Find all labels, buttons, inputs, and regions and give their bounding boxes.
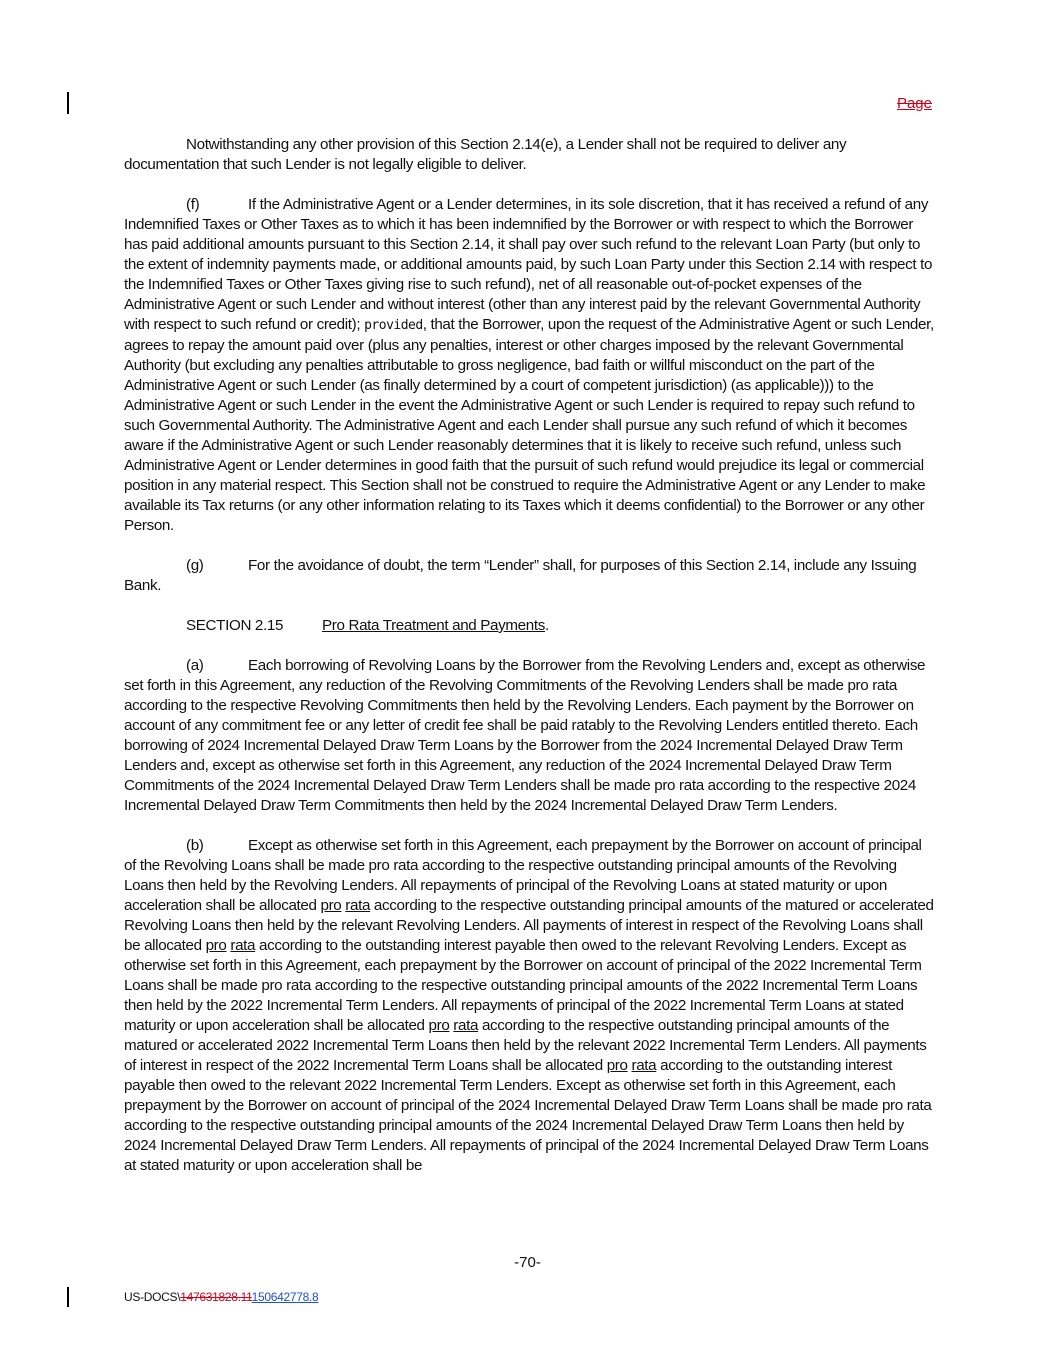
paragraph-g: (g) For the avoidance of doubt, the term “Lender” shall, for purposes of this Section 2.14, include any Issuing Bank.: [124, 557, 917, 594]
paragraph-e-continuation: Notwithstanding any other provision of this Section 2.14(e), a Lender shall not be required to deliver any documentation that such Lender is not legally eligible to deliver.: [124, 136, 847, 173]
section-number: SECTION 2.15: [186, 617, 284, 634]
document-body: [124, 135, 934, 1196]
provided-term: provided: [364, 318, 423, 333]
doc-id-deleted: 147631828.11: [180, 1290, 252, 1304]
doc-id-inserted: 150642778.8: [251, 1290, 319, 1304]
paragraph-f-label: (f): [186, 196, 200, 213]
paragraph-b: (b) Except as otherwise set forth in this Agreement, each prepayment by the Borrower on account of principal of the Revolving Loans shall be made pro rata according to the respective outstanding principal amounts of the Revolving Loans then held by the Revolving Lenders. All repayments of principal of the Revolving Loans at stated maturity or upon acceleration shall be allocated pro rata according to the respective outstanding principal amounts of the matured or accelerated Revolving Loans then held by the relevant Revolving Lenders. All payments of interest in respect of the Revolving Loans shall be allocated pro rata according to the outstanding interest payable then owed to the relevant Revolving Lenders. Except as otherwise set forth in this Agreement, each prepayment by the Borrower on account of principal of the 2022 Incremental Term Loans shall be made pro rata according to the respective outstanding principal amounts of the 2022 Incremental Term Loans then held by the 2022 Incremental Term Lenders. All repayments of principal of the 2022 Incremental Term Loans at stated maturity or upon acceleration shall be allocated pro rata according to the respective outstanding principal amounts of the matured or accelerated 2022 Incremental Term Loans then held by the relevant 2022 Incremental Term Lenders. All payments of interest in respect of the 2022 Incremental Term Loans shall be allocated pro rata according to the outstanding interest payable then owed to the relevant 2022 Incremental Term Lenders. Except as otherwise set forth in this Agreement, each prepayment by the Borrower on account of principal of the 2024 Incremental Delayed Draw Term Loans shall be made pro rata according to the respective outstanding principal amounts of the 2024 Incremental Delayed Draw Term Loans then held by 2024 Incremental Delayed Draw Term Lenders. All repayments of principal of the 2024 Incremental Delayed Draw Term Loans at stated maturity or upon acceleration shall be: [124, 837, 934, 1174]
section-heading: SECTION 2.15 Pro Rata Treatment and Payments.: [186, 617, 549, 634]
header-page-label: Page: [896, 95, 932, 112]
paragraph-b-label: (b): [186, 837, 204, 854]
change-bar-bottom: [67, 1287, 69, 1307]
section-title: Pro Rata Treatment and Payments: [322, 617, 545, 634]
paragraph-a: (a) Each borrowing of Revolving Loans by the Borrower from the Revolving Lenders and, except as otherwise set forth in this Agreement, any reduction of the Revolving Commitments of the Revolving Lenders shall be made pro rata according to the respective Revolving Commitments then held by the Revolving Lenders. Each payment by the Borrower on account of any commitment fee or any letter of credit fee shall be paid ratably to the Revolving Lenders entitled thereto. Each borrowing of 2024 Incremental Delayed Draw Term Loans by the Borrower from the 2024 Incremental Delayed Draw Term Lenders and, except as otherwise set forth in this Agreement, any reduction of the 2024 Incremental Delayed Draw Term Commitments of the 2024 Incremental Delayed Draw Term Lenders shall be made pro rata according to the respective 2024 Incremental Delayed Draw Term Commitments then held by the 2024 Incremental Delayed Draw Term Lenders.: [124, 657, 926, 814]
paragraph-a-label: (a): [186, 657, 204, 674]
document-id: US-DOCS\147631828.11150642778.8: [124, 1290, 319, 1304]
page-number: -70-: [514, 1254, 541, 1271]
change-bar-top: [67, 92, 69, 114]
paragraph-f: (f) If the Administrative Agent or a Lender determines, in its sole discretion, that it has received a refund of any Indemnified Taxes or Other Taxes as to which it has been indemnified by the Borrower or with respect to which the Borrower has paid additional amounts pursuant to this Section 2.14, it shall pay over such refund to the relevant Loan Party (but only to the extent of indemnity payments made, or additional amounts paid, by such Loan Party under this Section 2.14 with respect to the Indemnified Taxes or Other Taxes giving rise to such refund), net of all reasonable out-of-pocket expenses of the Administrative Agent or such Lender and without interest (other than any interest paid by the relevant Governmental Authority with respect to such refund or credit); provided, that the Borrower, upon the request of the Administrative Agent or such Lender, agrees to repay the amount paid over (plus any penalties, interest or other charges imposed by the relevant Governmental Authority (but excluding any penalties attributable to gross negligence, bad faith or willful misconduct on the part of the Administrative Agent or such Lender (as finally determined by a court of competent jurisdiction) (as applicable))) to the Administrative Agent or such Lender in the event the Administrative Agent or such Lender is required to repay such refund to such Governmental Authority. The Administrative Agent and each Lender shall pursue any such refund of which it becomes aware if the Administrative Agent or such Lender reasonably determines that it is likely to receive such refund, unless such Administrative Agent or Lender determines in good faith that the pursuit of such refund would prejudice its legal or commercial position in any material respect. This Section shall not be construed to require the Administrative Agent or any Lender to make available its Tax returns (or any other information relating to its Taxes which it deems confidential) to the Borrower or any other Person.: [124, 196, 934, 534]
paragraph-g-label: (g): [186, 557, 204, 574]
